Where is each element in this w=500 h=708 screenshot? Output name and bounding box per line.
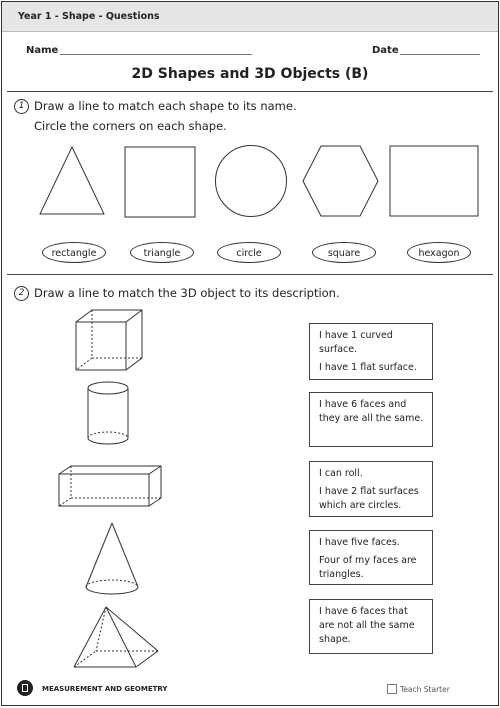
description-box-5[interactable] — [309, 599, 433, 654]
description-box-4[interactable] — [309, 530, 433, 585]
page-title: 2D Shapes and 3D Objects (B) — [131, 66, 369, 82]
description-5-line1: I have 6 faces that are not all the same shape. — [319, 606, 415, 645]
brand-logo-icon — [387, 684, 397, 694]
description-1-line1: I have 1 curved surface. — [319, 330, 393, 355]
label-rectangle[interactable]: rectangle — [42, 242, 106, 263]
description-1-line2: I have 1 flat surface. — [319, 362, 417, 373]
cone-object[interactable] — [84, 521, 140, 597]
question-2-text: Draw a line to match the 3D object to its description. — [34, 286, 340, 300]
question-1-line2: Circle the corners on each shape. — [34, 119, 227, 133]
square-shape[interactable] — [124, 146, 196, 218]
cylinder-object[interactable] — [86, 380, 130, 446]
label-circle[interactable]: circle — [217, 242, 281, 263]
cuboid-object[interactable] — [57, 464, 163, 508]
description-box-1[interactable] — [309, 323, 433, 380]
label-triangle[interactable]: triangle — [130, 242, 194, 263]
date-label: Date — [372, 45, 399, 56]
question-2-number: 2 — [14, 286, 29, 301]
footer-section: MEASUREMENT AND GEOMETRY — [42, 685, 168, 693]
cube-object[interactable] — [74, 308, 144, 372]
calculator-icon — [17, 680, 33, 696]
rectangle-shape[interactable] — [389, 145, 479, 217]
footer-brand: Teach Starter — [400, 685, 450, 694]
label-hexagon[interactable]: hexagon — [407, 242, 471, 263]
hexagon-shape[interactable] — [302, 145, 380, 217]
name-line[interactable] — [60, 54, 252, 55]
label-square[interactable]: square — [312, 242, 376, 263]
question-1-line1: Draw a line to match each shape to its name. — [34, 99, 297, 113]
header-title: Year 1 - Shape - Questions — [18, 11, 160, 22]
description-4-line2: Four of my faces are triangles. — [319, 555, 417, 580]
header-bar — [2, 2, 498, 32]
description-3-line1: I can roll. — [319, 468, 363, 479]
name-label: Name — [26, 45, 59, 56]
description-2-line1: I have 6 faces and they are all the same. — [319, 399, 424, 424]
triangle-shape[interactable] — [38, 145, 106, 217]
description-3-line2: I have 2 flat surfaces which are circles. — [319, 486, 419, 511]
worksheet-page — [1, 1, 499, 706]
question-1-number: 1 — [14, 99, 29, 114]
divider-top — [7, 91, 493, 92]
description-4-line1: I have five faces. — [319, 537, 400, 548]
date-line[interactable] — [400, 54, 480, 55]
divider-middle — [7, 274, 493, 275]
description-box-3[interactable] — [309, 461, 433, 517]
description-box-2[interactable] — [309, 392, 433, 447]
circle-shape[interactable] — [214, 144, 288, 218]
pyramid-object[interactable] — [72, 605, 160, 671]
